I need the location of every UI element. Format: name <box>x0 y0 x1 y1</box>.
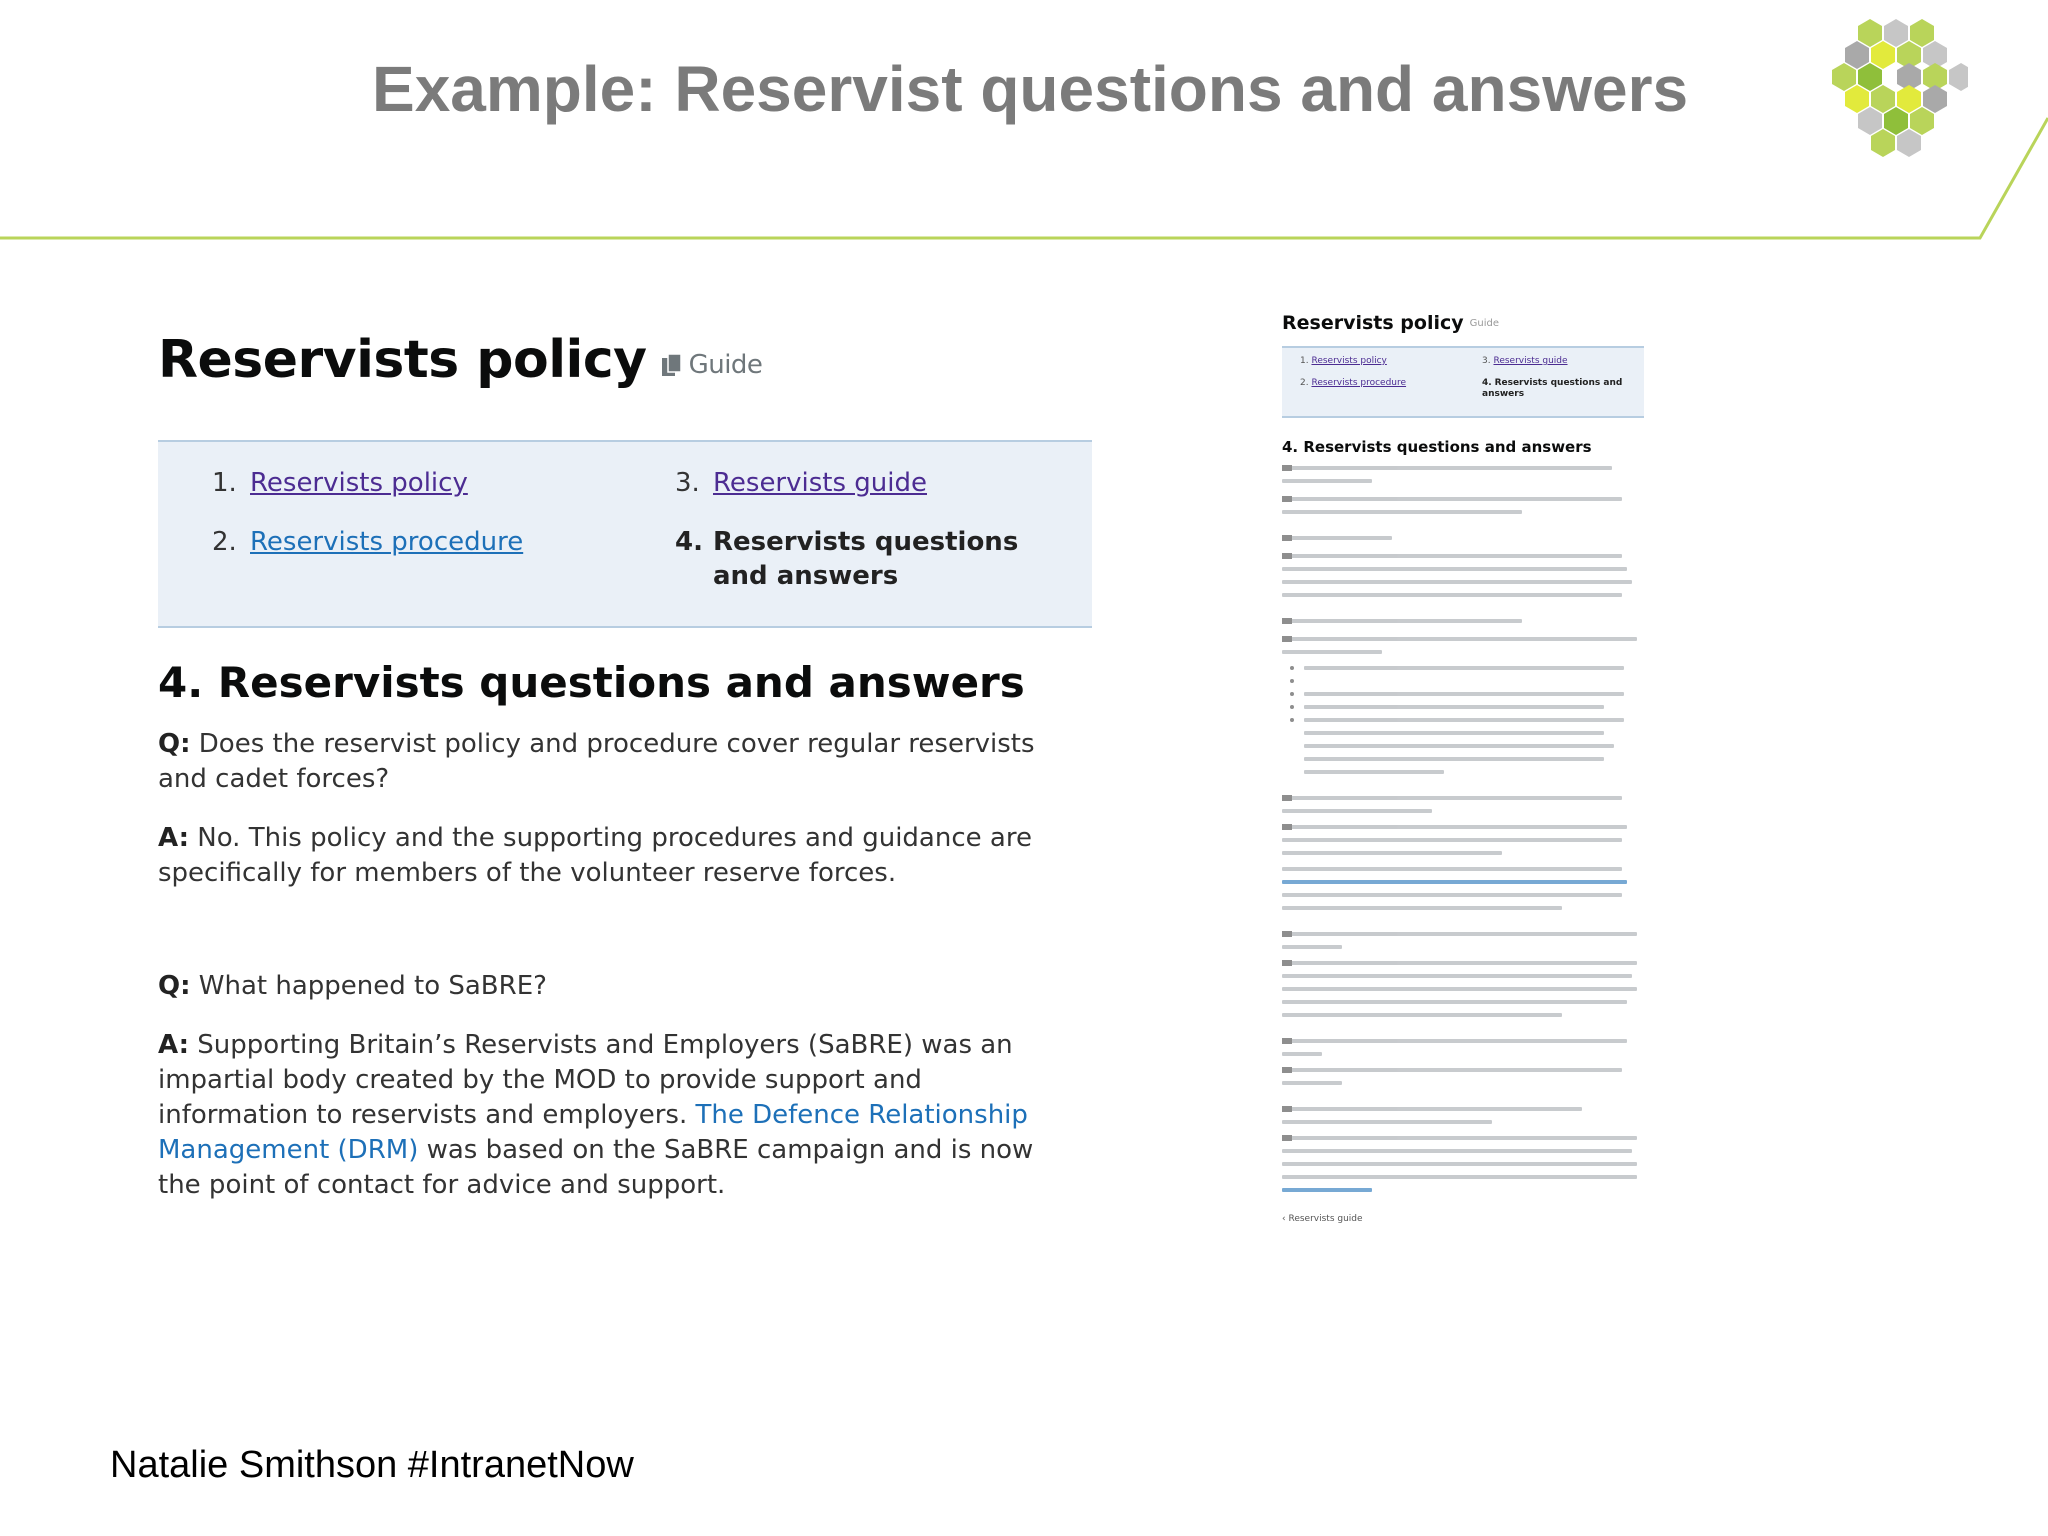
contents-link-policy[interactable]: Reservists policy <box>250 468 468 498</box>
slide-title: Example: Reservist questions and answers <box>372 53 1689 125</box>
contents-item-3[interactable]: 3. Reservists guide <box>675 468 927 498</box>
page-title-text: Reservists policy <box>158 330 647 390</box>
contents-item-1[interactable]: 1. Reservists policy <box>212 468 468 498</box>
thumbnail-next-link[interactable]: ‹ Reservists guide <box>1282 1214 1363 1224</box>
answer-2: A: Supporting Britain’s Reservists and Employers (SaBRE) was an impartial body created by the MOD to provide support and information to reservists and employers. The Defence Relationship Management (DRM) was based on the SaBRE campaign and is now the point of contact for advice and support. <box>158 1030 1034 1200</box>
thumbnail-contents <box>1282 346 1644 418</box>
slide-footer: Natalie Smithson #IntranetNow <box>110 1444 634 1486</box>
answer-1: A: No. This policy and the supporting procedures and guidance are specifically for members of the volunteer reserve forces. <box>158 823 1032 888</box>
thumbnail-qa-block <box>1282 536 1644 597</box>
contents-item-4-current: 4. Reservists questions and answers <box>675 527 1019 591</box>
thumbnail-qa-block <box>1282 932 1644 1017</box>
thumbnail-title: Reservists policy Guide <box>1282 312 1499 334</box>
guide-tag <box>661 350 763 380</box>
document-icon <box>661 353 683 377</box>
thumbnail-qa-block <box>1282 466 1644 514</box>
thumbnail-qa-block <box>1282 619 1644 774</box>
thumbnail-qa-block <box>1282 1039 1644 1085</box>
guide-label: Guide <box>688 350 763 380</box>
drm-link[interactable]: The Defence Relationship Management (DRM) <box>158 1100 1028 1165</box>
page-title <box>158 330 1092 390</box>
question-1: Q: Does the reservist policy and procedure cover regular reservists and cadet forces? <box>158 729 1035 794</box>
section-heading: 4. Reservists questions and answers <box>158 658 1025 707</box>
contents-list <box>158 440 1092 628</box>
thumbnail-contents-item-4: 4. Reservists questions and answers <box>1482 378 1623 399</box>
page-view <box>158 330 1092 1227</box>
question-2: Q: What happened to SaBRE? <box>158 971 547 1001</box>
thumbnail-guide-label: Guide <box>1469 317 1499 329</box>
contents-item-2[interactable]: 2. Reservists procedure <box>212 527 524 557</box>
thumbnail-contents-item-1[interactable]: 1. Reservists policy <box>1300 356 1387 366</box>
header-rule <box>0 0 2048 260</box>
contents-link-procedure[interactable]: Reservists procedure <box>250 527 524 557</box>
thumbnail-contents-item-2[interactable]: 2. Reservists procedure <box>1300 378 1407 388</box>
thumbnail-qa-block <box>1282 796 1644 910</box>
thumbnail-qa-block <box>1282 1107 1644 1192</box>
thumbnail-section-heading: 4. Reservists questions and answers <box>1282 438 1592 456</box>
page-thumbnail <box>1282 312 1644 1224</box>
thumbnail-contents-item-3[interactable]: 3. Reservists guide <box>1482 356 1568 366</box>
hexagon-logo-icon <box>1808 16 1968 166</box>
contents-link-guide[interactable]: Reservists guide <box>713 468 927 498</box>
